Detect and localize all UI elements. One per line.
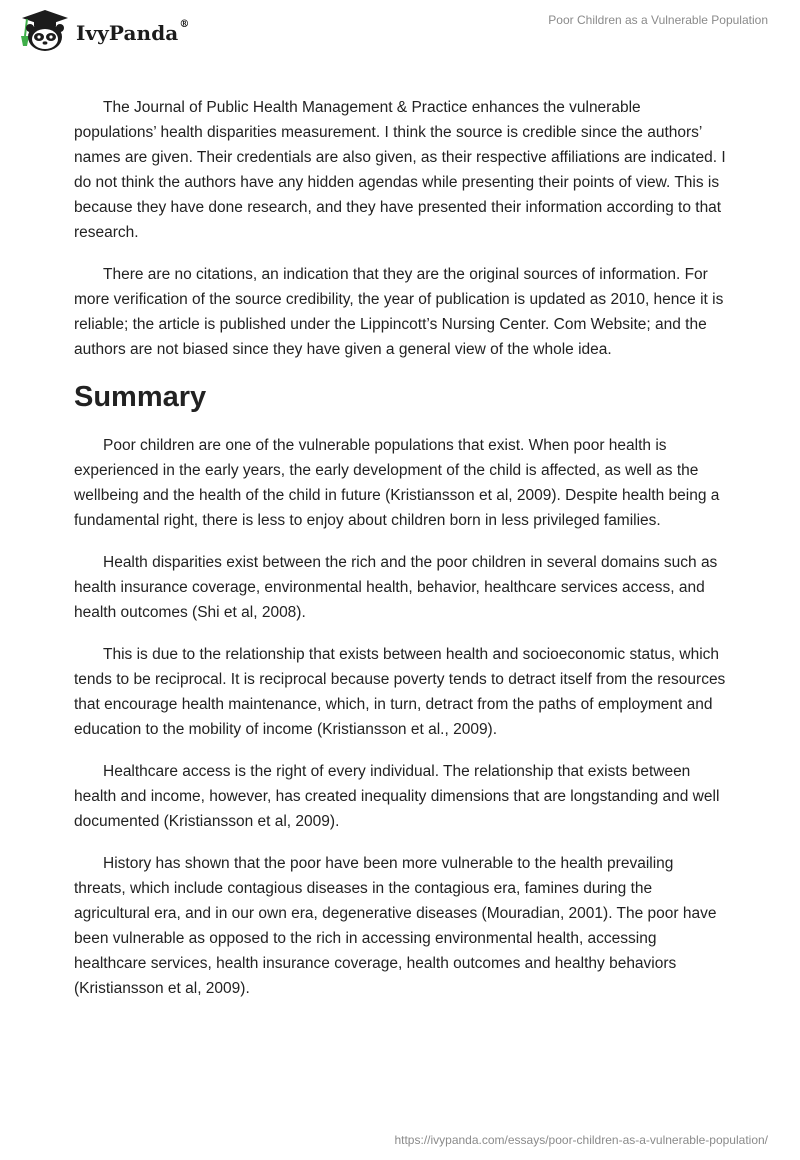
- paragraph: Healthcare access is the right of every individual. The relationship that exists between health and income, however, has created inequality dimensions that are longstanding and well documented (Kristiansson et al, 2009).: [74, 763, 720, 830]
- brand-name: IvyPanda®: [76, 19, 190, 45]
- section-heading-summary: Summary: [74, 381, 207, 413]
- paragraph: History has shown that the poor have been more vulnerable to the health prevailing threats, which include contagious diseases in the contagious era, famines during the agricultural era, and in our own era, degenerative diseases (Mouradian, 2001). The poor have been vulnerable as opposed to the rich in accessing environmental health, accessing healthcare services, health insurance coverage, health outcomes and healthy behaviors (Kristiansson et al, 2009).: [74, 855, 717, 997]
- page-header: [0, 0, 800, 60]
- source-url[interactable]: https://ivypanda.com/essays/poor-children-as-a-vulnerable-population/: [394, 1133, 768, 1147]
- paragraph: The Journal of Public Health Management & Practice enhances the vulnerable populations’ health disparities measurement. I think the source is credible since the authors’ names are given. Their credentials are also given, as their respective affiliations are indicated. I do not think the authors have any hidden agendas while presenting their points of view. This is because they have done research, and they have presented their information according to that research.: [74, 99, 726, 241]
- paragraph: This is due to the relationship that exists between health and socioeconomic status, which tends to be reciprocal. It is reciprocal because poverty tends to detract itself from the resources that encourage health maintenance, which, in turn, detract from the paths of employment and education to the mobility of income (Kristiansson et al., 2009).: [74, 646, 726, 738]
- panda-graduate-icon: [14, 8, 72, 54]
- essay-body: [74, 95, 726, 1018]
- paragraph: Poor children are one of the vulnerable populations that exist. When poor health is experienced in the early years, the early development of the child is affected, as well as the wellbeing and the health of the child in future (Kristiansson et al, 2009). Despite health being a fundamental right, there is less to enjoy about children born in less privileged families.: [74, 437, 720, 529]
- ivypanda-logo[interactable]: [14, 8, 189, 54]
- paragraph: Health disparities exist between the rich and the poor children in several domains such as health insurance coverage, environmental health, behavior, healthcare services access, and health outcomes (Shi et al, 2008).: [74, 554, 718, 621]
- paragraph: There are no citations, an indication that they are the original sources of information. For more verification of the source credibility, the year of publication is updated as 2010, hence it is reliable; the article is published under the Lippincott’s Nursing Center. Com Website; and the authors are not biased since they have given a general view of the whole idea.: [74, 266, 724, 358]
- document-title: Poor Children as a Vulnerable Population: [548, 13, 768, 27]
